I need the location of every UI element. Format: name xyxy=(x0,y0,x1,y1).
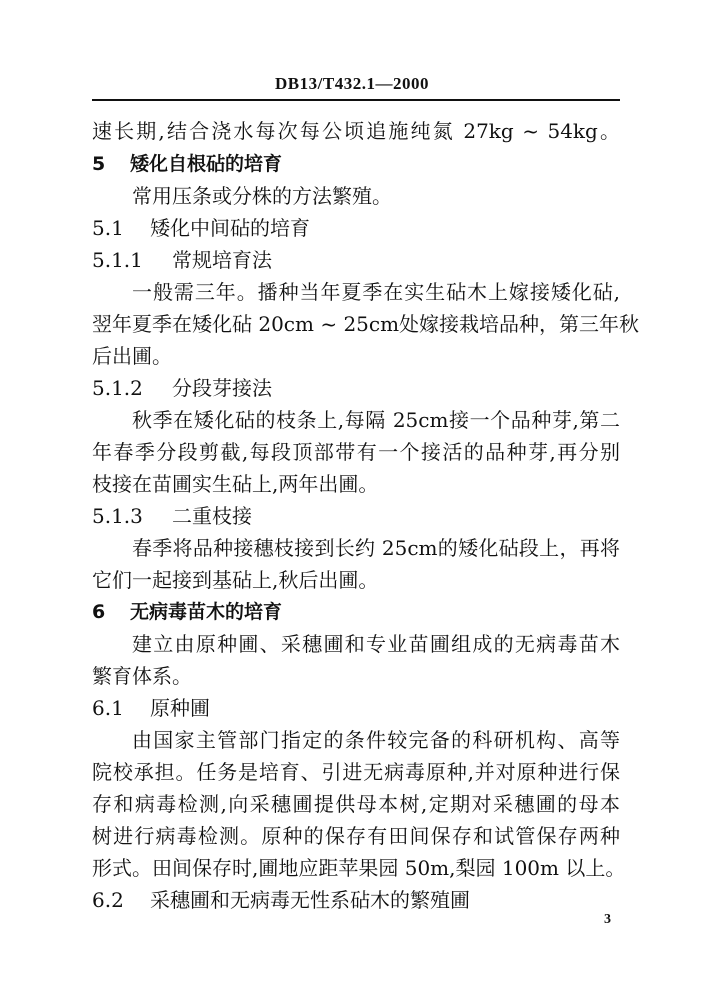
section-number: 5.1.3 xyxy=(92,504,143,528)
section-title: 采穗圃和无病毒无性系砧木的繁殖圃 xyxy=(150,888,470,912)
line-24: 形式。田间保存时,圃地应距苹果园 50m,梨园 100m 以上。 xyxy=(92,856,626,880)
line-17: 建立由原种圃、采穗圃和专业苗圃组成的无病毒苗木 xyxy=(132,632,620,656)
section-5-1-1-heading xyxy=(92,247,620,273)
line-7: 翌年夏季在矮化砧 20cm ~ 25cm处嫁接栽培品种，第三年秋 xyxy=(92,312,640,336)
section-number: 5.1 xyxy=(92,216,124,240)
section-6-2-heading xyxy=(92,887,620,913)
section-number: 6 xyxy=(92,601,106,623)
section-title: 常规培育法 xyxy=(172,248,272,272)
section-number: 6.1 xyxy=(92,696,124,720)
section-title: 二重枝接 xyxy=(172,504,252,528)
section-5-1-3-heading xyxy=(92,503,620,529)
section-5-heading xyxy=(92,151,620,177)
section-number: 5.1.1 xyxy=(92,248,143,272)
section-6-1-heading xyxy=(92,695,620,721)
section-5-1-2-heading xyxy=(92,375,620,401)
section-number: 5.1.2 xyxy=(92,376,143,400)
section-6-heading xyxy=(92,599,620,625)
section-5-1-heading xyxy=(92,215,620,241)
line-15: 它们一起接到基砧上,秋后出圃。 xyxy=(92,568,379,592)
header-rule xyxy=(92,99,620,101)
line-1: 速长期,结合浇水每次每公顷追施纯氮 27kg ~ 54kg。 xyxy=(92,119,620,143)
line-20: 由国家主管部门指定的条件较完备的科研机构、高等 xyxy=(132,728,620,752)
section-number: 6.2 xyxy=(92,888,124,912)
line-8: 后出圃。 xyxy=(92,344,172,368)
line-14: 春季将品种接穗枝接到长约 25cm的矮化砧段上，再将 xyxy=(132,536,620,560)
section-number: 5 xyxy=(92,153,106,175)
section-title: 原种圃 xyxy=(150,696,210,720)
section-title: 分段芽接法 xyxy=(172,376,272,400)
section-title: 无病毒苗木的培育 xyxy=(130,601,283,623)
page-header: DB13/T432.1—2000 xyxy=(275,74,429,93)
line-11: 年春季分段剪截,每段顶部带有一个接活的品种芽,再分别 xyxy=(92,440,620,464)
line-18: 繁育体系。 xyxy=(92,664,192,688)
line-22: 存和病毒检测,向采穗圃提供母本树,定期对采穗圃的母本 xyxy=(92,792,620,816)
line-12: 枝接在苗圃实生砧上,两年出圃。 xyxy=(92,472,379,496)
line-3: 常用压条或分株的方法繁殖。 xyxy=(132,184,392,208)
line-23: 树进行病毒检测。原种的保存有田间保存和试管保存两种 xyxy=(92,824,620,848)
line-21: 院校承担。任务是培育、引进无病毒原种,并对原种进行保 xyxy=(92,760,620,784)
section-title: 矮化中间砧的培育 xyxy=(150,216,310,240)
line-10: 秋季在矮化砧的枝条上,每隔 25cm接一个品种芽,第二 xyxy=(132,408,620,432)
page-number: 3 xyxy=(604,912,611,927)
line-6: 一般需三年。播种当年夏季在实生砧木上嫁接矮化砧, xyxy=(132,280,620,304)
section-title: 矮化自根砧的培育 xyxy=(130,153,283,175)
